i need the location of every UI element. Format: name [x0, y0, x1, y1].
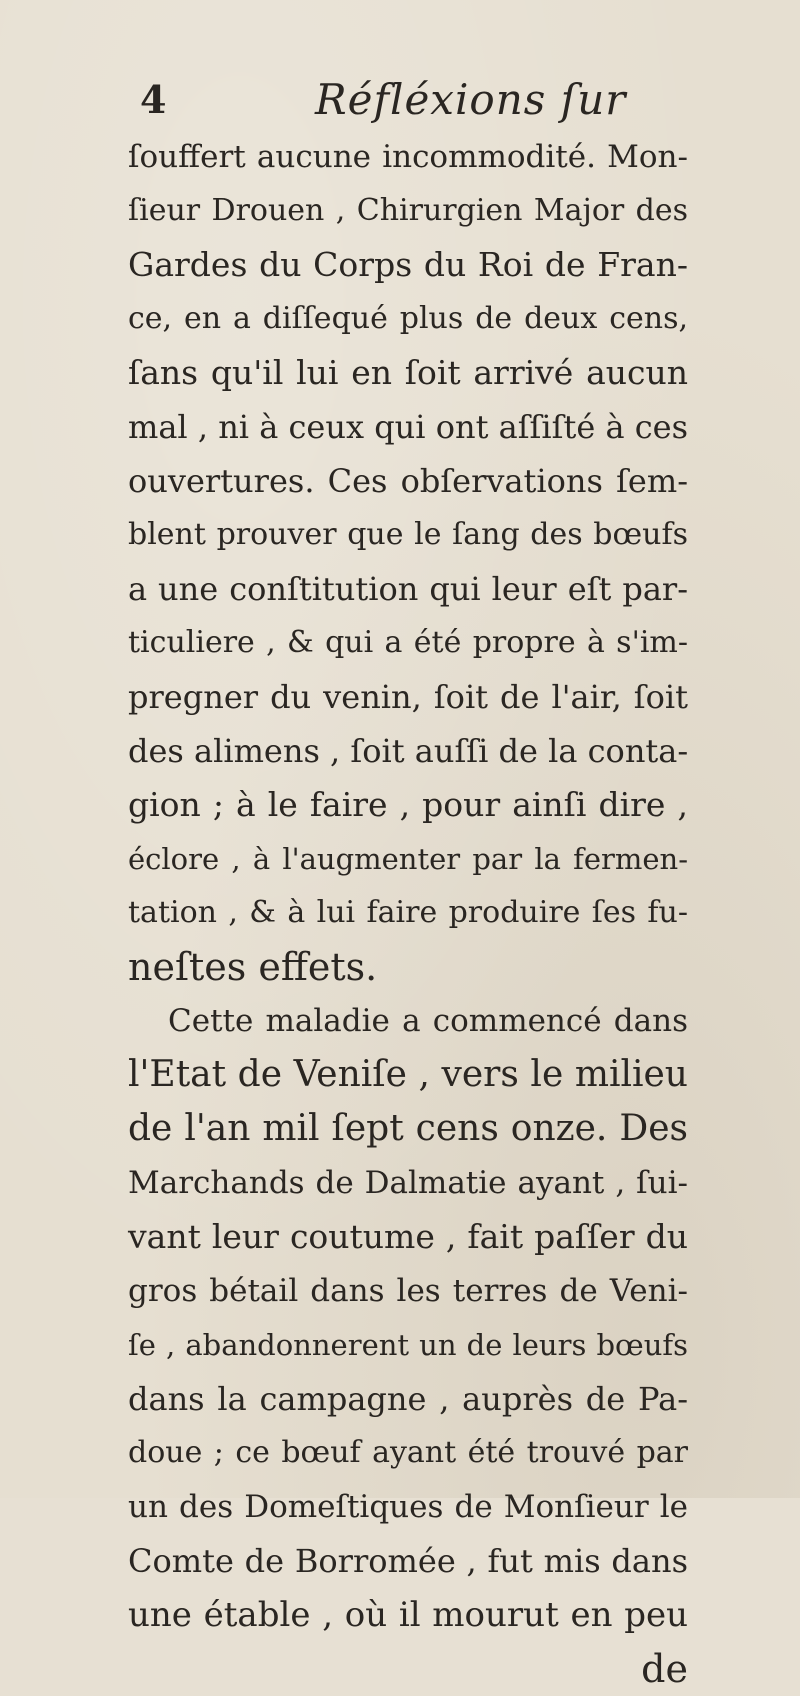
- running-title: Réfléxions ſur: [315, 75, 627, 124]
- text-line: tation , & à lui faire produire ſes fu-: [128, 895, 688, 930]
- text-line: blent prouver que le ſang des bœufs: [128, 517, 688, 552]
- body-text: [128, 130, 689, 1691]
- text-line: ſouffert aucune incommodité. Mon-: [128, 139, 688, 175]
- text-line: ſe , abandonnerent un de leurs bœufs: [128, 1328, 688, 1362]
- catchword: de: [641, 1647, 688, 1691]
- text-line: ouvertures. Ces obſervations ſem-: [128, 462, 688, 500]
- text-line: a une conſtitution qui leur eſt par-: [128, 570, 688, 608]
- text-line: des alimens , ſoit auſſi de la conta-: [128, 732, 689, 770]
- text-line: éclore , à l'augmenter par la fermen-: [128, 842, 688, 876]
- text-line: ſieur Drouen , Chirurgien Major des: [128, 193, 688, 228]
- paragraph-start-line: Cette maladie a commencé dans: [168, 1003, 688, 1039]
- text-line: ticuliere , & qui a été propre à s'im-: [128, 625, 688, 660]
- text-line: un des Domeſtiques de Monſieur le: [128, 1489, 688, 1525]
- paragraph-end-line: neſtes effets.: [128, 945, 378, 989]
- text-line: une étable , où il mourut en peu: [128, 1595, 688, 1635]
- page-number: 4: [140, 77, 167, 122]
- text-line: Comte de Borromée , fut mis dans: [128, 1542, 688, 1580]
- text-line: l'Etat de Veniſe , vers le milieu: [128, 1054, 688, 1095]
- text-line: ſans qu'il lui en ſoit arrivé aucun: [128, 353, 688, 392]
- text-line: mal , ni à ceux qui ont aſſiſté à ces: [128, 408, 688, 446]
- text-line: Gardes du Corps du Roi de Fran-: [128, 245, 688, 284]
- text-line: ce, en a diſſequé plus de deux cens,: [128, 301, 688, 336]
- text-line: dans la campagne , auprès de Pa-: [128, 1380, 688, 1418]
- text-line: Marchands de Dalmatie ayant , ſui-: [128, 1165, 688, 1201]
- text-line: de l'an mil ſept cens onze. Des: [128, 1108, 688, 1149]
- text-line: pregner du venin, ſoit de l'air, ſoit: [128, 678, 688, 716]
- text-line: vant leur coutume , fait paſſer du: [128, 1217, 688, 1256]
- page-header: [130, 70, 690, 130]
- text-line: gion ; à le faire , pour ainſi dire ,: [128, 785, 688, 824]
- text-line: doue ; ce bœuf ayant été trouvé par: [128, 1435, 688, 1470]
- text-line: gros bétail dans les terres de Veni-: [128, 1273, 688, 1309]
